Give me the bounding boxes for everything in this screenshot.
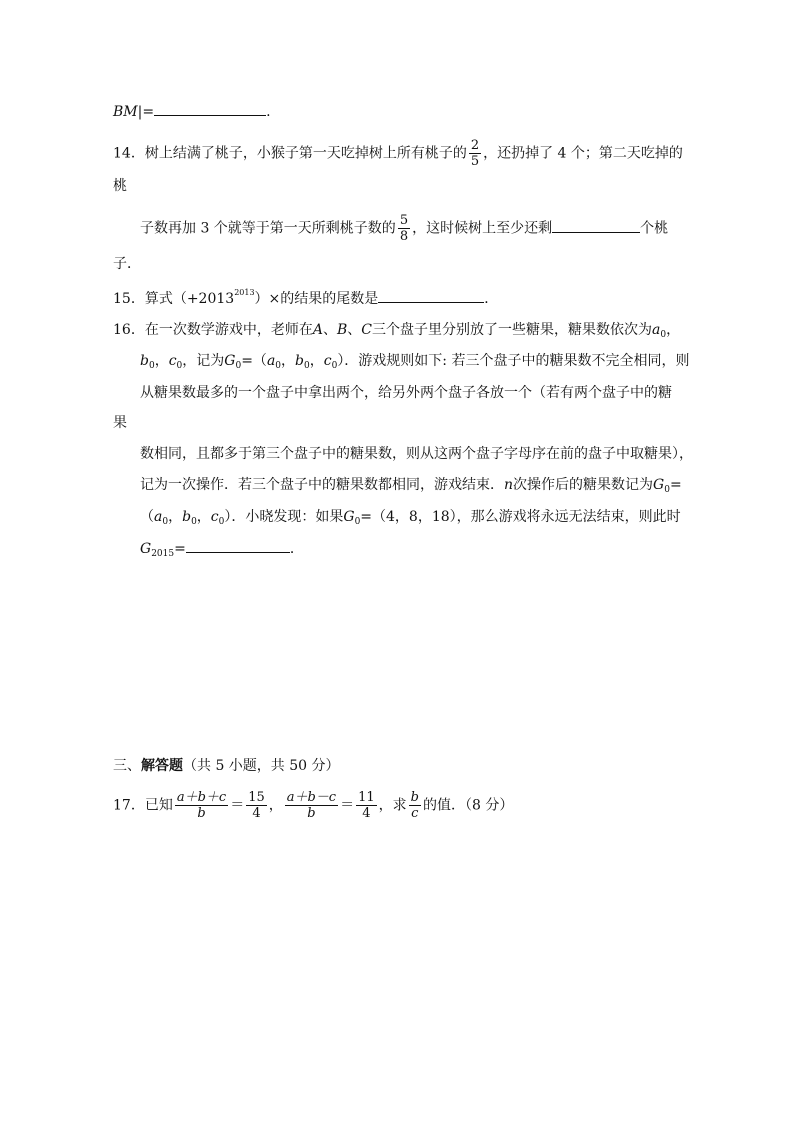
plate-a-label: A bbox=[312, 322, 323, 338]
q14-wrap-2: 子． bbox=[113, 256, 141, 272]
subscript: 0 bbox=[664, 485, 670, 495]
subscript: 0 bbox=[660, 330, 667, 340]
q15-period: ． bbox=[484, 291, 499, 307]
var-a: a bbox=[651, 322, 661, 338]
fraction-denominator: 5 bbox=[470, 154, 480, 169]
q16-line-8 bbox=[140, 538, 304, 561]
q16-line-7 bbox=[140, 507, 681, 529]
q14-wrap-1: 桃 bbox=[113, 178, 127, 194]
comma: ， bbox=[268, 797, 283, 814]
q14-text-4: ，这时候树上至少还剩 bbox=[412, 220, 553, 237]
section-3-heading bbox=[113, 756, 340, 776]
equals: =（ bbox=[241, 353, 267, 369]
q14-line-2 bbox=[140, 213, 668, 244]
q15-text-2: ）×的结果的尾数是 bbox=[254, 291, 379, 307]
q17-line bbox=[113, 790, 513, 821]
q14-text-1: 树上结满了桃子，小猴子第一天吃掉树上所有桃子的 bbox=[144, 145, 467, 162]
comma: ， bbox=[196, 509, 211, 525]
var-g: G bbox=[343, 509, 355, 525]
subscript: 0 bbox=[331, 361, 338, 371]
var-c: c bbox=[210, 509, 219, 525]
q15-number: 15． bbox=[113, 291, 145, 307]
q17-fraction-11-4 bbox=[356, 790, 377, 821]
q13-bm-label: BM bbox=[113, 104, 138, 120]
paren: （ bbox=[140, 509, 154, 525]
var-g: G bbox=[140, 541, 152, 557]
equals: = bbox=[174, 541, 186, 557]
fraction-denominator: b bbox=[307, 806, 316, 821]
q16-text: ）．游戏规则如下: 若三个盘子中的糖果数不完全相同，则 bbox=[337, 353, 690, 369]
q16-answer-blank[interactable] bbox=[186, 538, 290, 553]
q16-line-4: 果 bbox=[113, 415, 127, 431]
subscript: 0 bbox=[235, 361, 242, 371]
var-c: c bbox=[168, 353, 177, 369]
fraction-denominator: 8 bbox=[399, 229, 409, 244]
q16-line-5: 数相同，且都多于第三个盘子中的糖果数，则从这两个盘子字母序在前的盘子中取糖果）， bbox=[140, 446, 693, 462]
var-n: n bbox=[504, 477, 514, 493]
plate-c-label: C bbox=[361, 322, 372, 338]
fraction-numerator: b bbox=[410, 790, 419, 805]
q16-text: 三个盘子里分别放了一些糖果，糖果数依次为 bbox=[371, 322, 652, 338]
plate-b-label: B bbox=[336, 322, 348, 338]
subscript: 0 bbox=[191, 517, 197, 527]
q13-eq: |= bbox=[137, 104, 155, 120]
q16-text: 次操作后的糖果数记为 bbox=[513, 477, 654, 493]
q14-number: 14． bbox=[113, 145, 145, 162]
q14-text-2: ，还扔掉了 4 个；第二天吃掉的 bbox=[483, 145, 683, 162]
q16-text: 在一次数学游戏中，老师在 bbox=[144, 322, 313, 338]
equals: ＝ bbox=[340, 797, 355, 814]
q14-fraction-2-5 bbox=[469, 138, 481, 169]
equals: = bbox=[669, 477, 682, 493]
q13-answer-blank[interactable] bbox=[154, 101, 266, 116]
var-a: a bbox=[154, 509, 163, 525]
q17-fraction-1 bbox=[175, 790, 228, 821]
q16-text: =（4，8，18），那么游戏将永远无法结束，则此时 bbox=[360, 509, 681, 525]
q15-answer-blank[interactable] bbox=[378, 288, 484, 303]
q17-text: 已知 bbox=[144, 797, 173, 814]
fraction-denominator: c bbox=[411, 806, 419, 821]
q16-line-2 bbox=[140, 351, 689, 373]
section-title: 解答题 bbox=[141, 758, 183, 774]
q17-fraction-b-c bbox=[409, 790, 421, 821]
fraction-numerator: 11 bbox=[358, 790, 375, 805]
period: ． bbox=[289, 541, 304, 557]
var-b: b bbox=[140, 353, 149, 369]
subscript: 0 bbox=[304, 361, 310, 371]
q17-fraction-2 bbox=[285, 790, 338, 821]
q16-number: 16． bbox=[113, 322, 145, 338]
section-number: 三、 bbox=[113, 758, 141, 774]
q16-line-6 bbox=[140, 475, 682, 497]
var-b: b bbox=[295, 353, 304, 369]
q14-fraction-5-8 bbox=[398, 213, 410, 244]
fraction-numerator: 2 bbox=[470, 138, 480, 153]
q16-line-1 bbox=[113, 320, 680, 342]
fraction-numerator: 5 bbox=[399, 213, 409, 228]
var-c: c bbox=[323, 353, 332, 369]
q17-number: 17． bbox=[113, 797, 145, 814]
var-g: G bbox=[653, 477, 665, 493]
q14-answer-blank[interactable] bbox=[552, 218, 640, 233]
separator: 、 bbox=[347, 322, 362, 338]
subscript: 0 bbox=[176, 361, 183, 371]
fraction-numerator: a＋b＋c bbox=[176, 790, 227, 805]
q17-fraction-15-4 bbox=[246, 790, 267, 821]
subscript: 2015 bbox=[151, 549, 175, 559]
comma: ， bbox=[309, 353, 324, 369]
q16-text: 记为一次操作．若三个盘子中的糖果数都相同，游戏结束． bbox=[140, 477, 504, 493]
q17-text: 的值．（8 分） bbox=[422, 797, 514, 814]
var-b: b bbox=[182, 509, 192, 525]
q13-period: . bbox=[266, 104, 271, 120]
subscript: 0 bbox=[275, 361, 282, 371]
subscript: 0 bbox=[218, 517, 225, 527]
q17-text: ，求 bbox=[378, 797, 407, 814]
fraction-numerator: a＋b－c bbox=[286, 790, 337, 805]
equals: ＝ bbox=[230, 797, 245, 814]
fraction-denominator: 4 bbox=[362, 806, 371, 821]
section-note: （共 5 小题，共 50 分） bbox=[183, 758, 340, 774]
q13-answer-line bbox=[113, 101, 271, 122]
q16-text: ，记为 bbox=[182, 353, 225, 369]
comma: ， bbox=[666, 322, 681, 338]
q14-text-3: 子数再加 3 个就等于第一天所剩桃子数的 bbox=[140, 220, 396, 237]
fraction-numerator: 15 bbox=[248, 790, 265, 805]
q15-text-1: 算式（+2013 bbox=[144, 291, 235, 307]
var-a: a bbox=[266, 353, 276, 369]
fraction-denominator: 4 bbox=[252, 806, 261, 821]
separator: 、 bbox=[322, 322, 337, 338]
comma: ， bbox=[281, 353, 296, 369]
subscript: 0 bbox=[354, 517, 361, 527]
q15-line bbox=[113, 288, 498, 309]
q15-exponent: 2013 bbox=[234, 288, 255, 297]
q14-text-5: 个桃 bbox=[640, 220, 669, 237]
fraction-denominator: b bbox=[197, 806, 206, 821]
subscript: 0 bbox=[148, 361, 155, 371]
q16-text: ）．小晓发现：如果 bbox=[224, 509, 344, 525]
subscript: 0 bbox=[162, 517, 169, 527]
var-g: G bbox=[224, 353, 236, 369]
q16-line-3: 从糖果数最多的一个盘子中拿出两个，给另外两个盘子各放一个（若有两个盘子中的糖 bbox=[140, 385, 672, 401]
q14-line-1 bbox=[113, 138, 683, 169]
comma: ， bbox=[154, 353, 169, 369]
comma: ， bbox=[168, 509, 183, 525]
